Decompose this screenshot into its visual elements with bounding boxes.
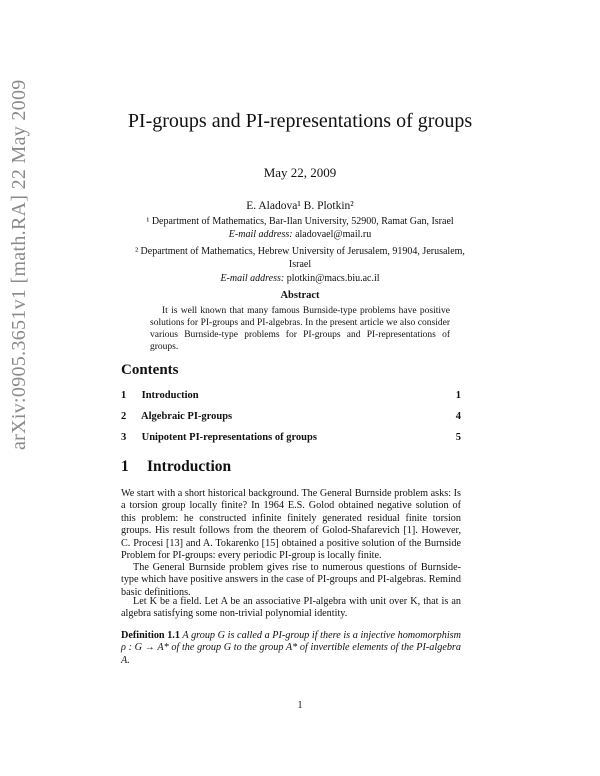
affiliation-1: ¹ Department of Mathematics, Bar-Ilan University, 52900, Ramat Gan, Israel [146, 216, 454, 227]
affiliation-2: ² Department of Mathematics, Hebrew University of Jerusalem, 91904, Jerusalem, Israel [135, 246, 465, 270]
toc-entry-title: Algebraic PI-groups [141, 411, 233, 422]
intro-paragraph-1: We start with a short historical background. The General Burnside problem asks: Is a torsion group locally finite? In 1964 E.S. Golod obtained negative solution of this problem: he constructed infinite finitely generated residual finite torsion groups. His result follows from the theorem of Golod-Shafarevich [1]. However, C. Procesi [13] and A. Tokarenko [15] obtained a positive solution of the Burnside Problem for PI-groups: every periodic PI-group is locally finite. [121, 488, 461, 562]
toc-entry-page: 1 [455, 390, 461, 401]
contents-heading: Contents [121, 362, 179, 378]
toc-entry-title: Introduction [141, 390, 199, 401]
section-1-title: Introduction [147, 458, 232, 475]
paper-title: PI-groups and PI-representations of groups [127, 110, 473, 132]
page-number: 1 [297, 700, 303, 711]
arxiv-sidebar-stamp: arXiv:0905.3651v1 [math.RA] 22 May 2009 [8, 79, 30, 450]
toc-entry[interactable] [121, 390, 461, 401]
definition-text: A group G is called a PI-group if there is a injective homomorphism ρ : G → A* of the group G to the group A* of invertible elements of the PI-algebra A. [121, 630, 461, 666]
author-names: E. Aladova¹ B. Plotkin² [246, 200, 354, 212]
toc-entry-page: 4 [455, 411, 461, 422]
toc-entry-number: 2 [121, 411, 127, 422]
abstract-heading: Abstract [280, 290, 320, 301]
definition-label: Definition 1.1 [121, 630, 180, 641]
email-1-label: E-mail address: [228, 229, 293, 240]
section-1-heading [121, 458, 231, 476]
section-1-number: 1 [121, 458, 129, 475]
intro-paragraph-2: The General Burnside problem gives rise to numerous questions of Burnside-type which have positive answers in the case of PI-groups and PI-algebras. Remind basic definitions. [121, 562, 461, 598]
email-1: aladovael@mail.ru [295, 229, 372, 240]
email-2-line [0, 272, 600, 285]
intro-paragraph-3: Let K be a field. Let A be an associative PI-algebra with unit over K, that is an algebra satisfying some non-trivial polynomial identity. [121, 596, 461, 620]
toc-entry-title: Unipotent PI-representations of groups [141, 432, 317, 443]
email-2: plotkin@macs.biu.ac.il [286, 273, 380, 284]
toc-entry-number: 1 [121, 390, 127, 401]
toc-entry-page: 5 [455, 432, 461, 443]
toc-entry[interactable] [121, 432, 461, 443]
abstract-text: It is well known that many famous Burnside-type problems have positive solutions for PI-groups and PI-algebras. In the present article we also consider various Burnside-type problems for PI-groups and PI-representations of groups. [150, 306, 450, 352]
email-2-label: E-mail address: [220, 273, 285, 284]
definition-1-1 [121, 630, 461, 667]
toc-entry-number: 3 [121, 432, 127, 443]
toc-entry[interactable] [121, 411, 461, 422]
paper-date: May 22, 2009 [263, 165, 337, 180]
email-1-line [0, 228, 600, 241]
